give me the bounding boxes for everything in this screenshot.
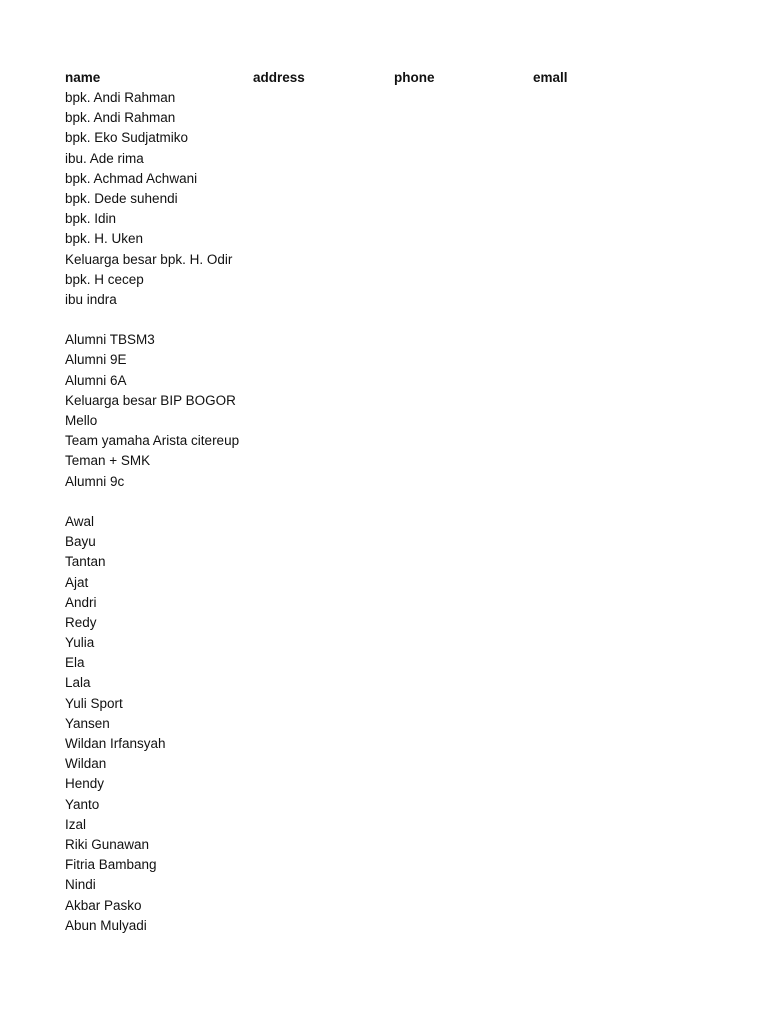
table-row: bpk. Andi Rahman <box>65 90 176 105</box>
table-row: bpk. H. Uken <box>65 231 144 247</box>
header-address: address <box>253 70 305 85</box>
table-row: Mello <box>65 413 98 428</box>
table-row: Keluarga besar BIP BOGOR <box>65 392 236 408</box>
table-row: bpk. Andi Rahman <box>65 110 176 126</box>
table-row: Teman + SMK <box>65 453 151 469</box>
table-row: bpk. Idin <box>65 211 117 227</box>
table-row: Yuli Sport <box>65 695 123 711</box>
table-row: Fitria Bambang <box>65 857 157 873</box>
header-email: emall <box>533 70 568 85</box>
table-row: Alumni TBSM3 <box>65 332 155 348</box>
header-name: name <box>65 70 101 85</box>
table-row: Alumni 9c <box>65 473 125 489</box>
table-row: bpk. Eko Sudjatmiko <box>65 130 189 146</box>
table-row: Alumni 9E <box>65 352 127 368</box>
table-row: Ela <box>65 655 85 671</box>
header-phone: phone <box>394 70 435 85</box>
table-row: Tantan <box>65 554 106 570</box>
table-row: Izal <box>65 816 87 832</box>
table-row: Awal <box>65 513 95 529</box>
table-row: Wildan <box>65 756 107 772</box>
table-row: bpk. H cecep <box>65 271 144 287</box>
table-row: ibu. Ade rima <box>65 150 144 166</box>
name-list <box>65 88 653 936</box>
table-row: bpk. Dede suhendi <box>65 190 178 206</box>
table-row: Riki Gunawan <box>65 836 150 852</box>
table-row: Nindi <box>65 877 96 893</box>
table-row: Keluarga besar bpk. H. Odir <box>65 251 233 267</box>
table-row: Bayu <box>65 534 96 550</box>
table-row <box>65 310 653 330</box>
table-row: Redy <box>65 614 97 630</box>
table-row: Team yamaha Arista citereup <box>65 433 240 449</box>
table-row: Yansen <box>65 715 110 731</box>
table-row <box>65 492 653 512</box>
table-row: Lala <box>65 675 91 691</box>
table-row: Ajat <box>65 574 89 590</box>
table-row: Andri <box>65 594 97 610</box>
table-row: Yulia <box>65 635 95 651</box>
table-row: Alumni 6A <box>65 372 127 388</box>
table-row: Hendy <box>65 776 105 792</box>
table-row: Yanto <box>65 796 100 812</box>
table-row: Akbar Pasko <box>65 897 142 913</box>
contact-sheet <box>65 67 653 936</box>
table-row: ibu indra <box>65 291 117 307</box>
table-row: Abun Mulyadi <box>65 917 147 933</box>
header-row <box>65 67 653 88</box>
table-row: Wildan Irfansyah <box>65 736 166 751</box>
table-row: bpk. Achmad Achwani <box>65 170 198 186</box>
